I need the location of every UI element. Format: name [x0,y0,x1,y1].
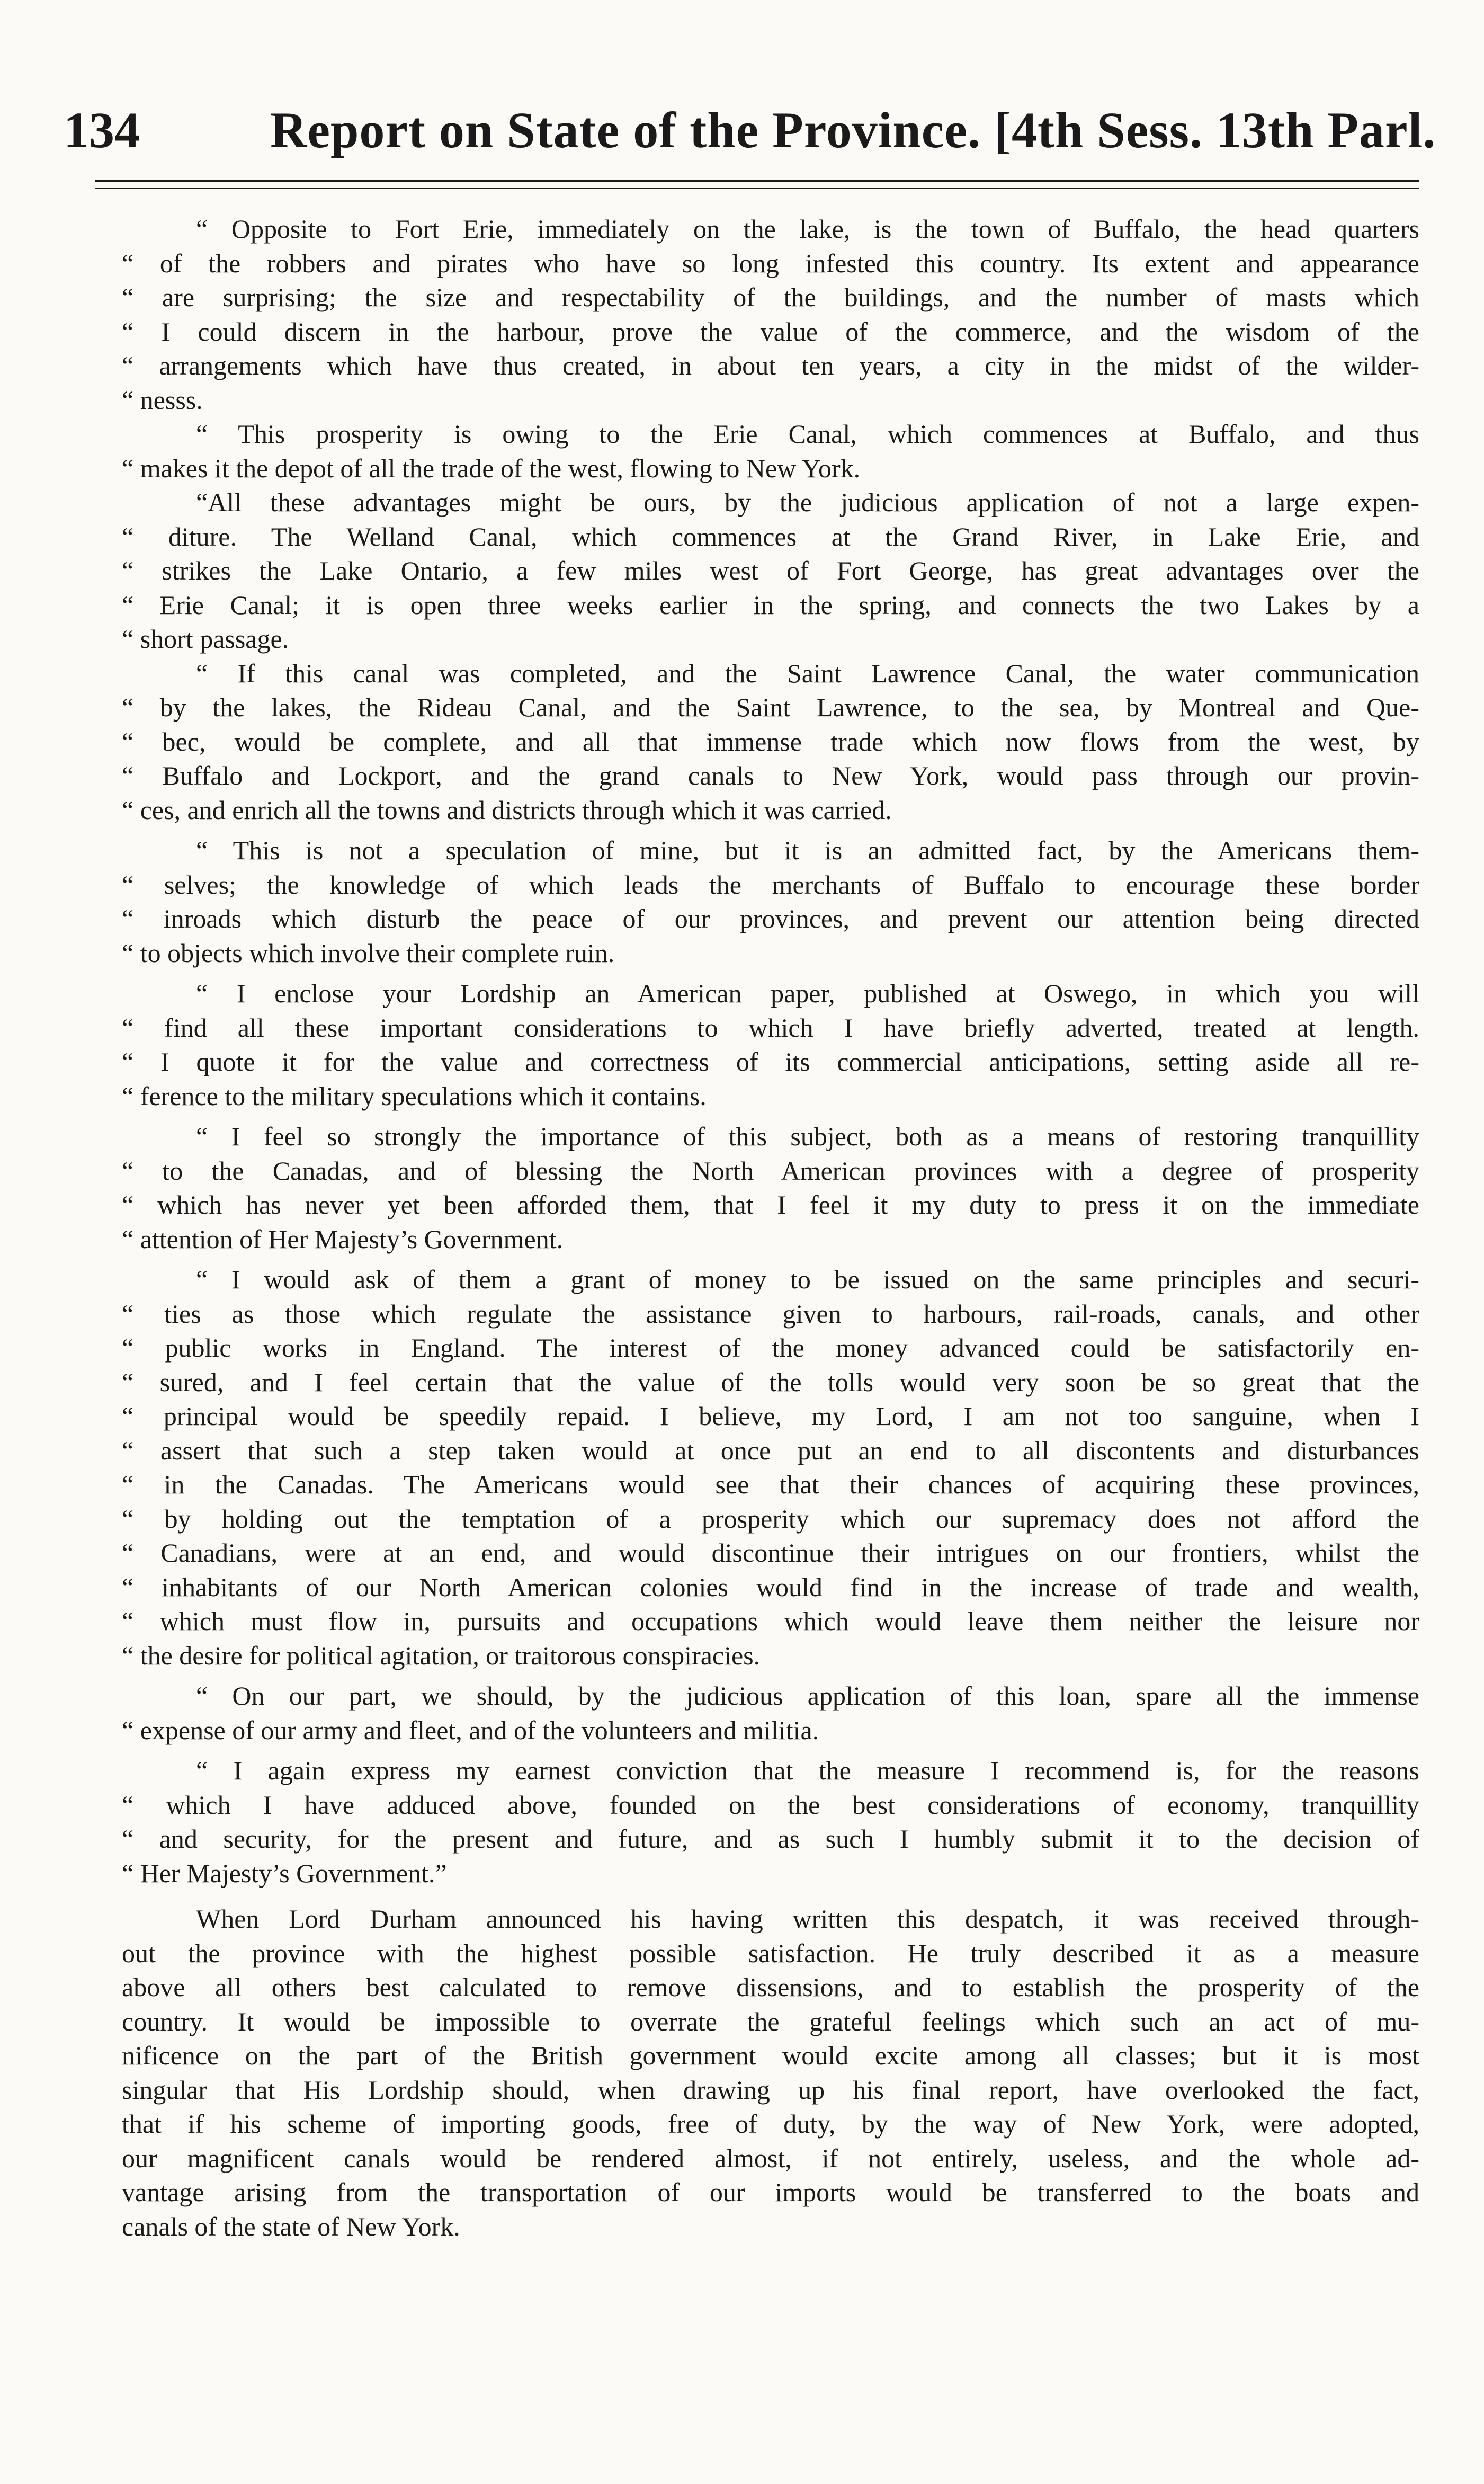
text-line: “ are surprising; the size and respectability of the buildings, and the number of masts which [122,282,1419,312]
text-line: “ diture. The Welland Canal, which commences at the Grand River, in Lake Erie, and [122,521,1419,551]
text-line: “ I would ask of them a grant of money to be issued on the same principles and securi- [196,1265,1419,1294]
header-rule-thin [95,188,1419,189]
text-line: “ Erie Canal; it is open three weeks earlier in the spring, and connects the two Lakes by a [122,590,1419,620]
text-line: When Lord Durham announced his having written this despatch, it was received through- [196,1904,1419,1934]
text-line: “ to objects which involve their complete ruin. [122,938,615,968]
text-line: “ Buffalo and Lockport, and the grand canals to New York, would pass through our provin- [122,761,1419,790]
paragraph [122,212,1419,417]
text-line: “ which has never yet been afforded them, that I feel it my duty to press it on the immediate [122,1190,1419,1219]
text-line: “All these advantages might be ours, by the judicious application of not a large expen- [196,487,1419,517]
text-line: “ inhabitants of our North American colonies would find in the increase of trade and wealth, [122,1572,1419,1602]
text-line: “ the desire for political agitation, or traitorous conspiracies. [122,1640,761,1670]
text-line: “ bec, would be complete, and all that immense trade which now flows from the west, by [122,726,1419,756]
text-line: “ by the lakes, the Rideau Canal, and the Saint Lawrence, to the sea, by Montreal and Que- [122,692,1419,722]
text-line: “ public works in England. The interest of the money advanced could be satisfactorily en- [122,1333,1419,1363]
paragraph [122,656,1419,827]
paragraph [122,1902,1419,2243]
text-line: “ On our part, we should, by the judicious application of this loan, spare all the immense [196,1681,1419,1711]
text-line: “ by holding out the temptation of a prosperity which our supremacy does not afford the [122,1503,1419,1534]
text-line: canals of the state of New York. [122,2211,460,2241]
text-line: “ principal would be speedily repaid. I believe, my Lord, I am not too sanguine, when I [122,1401,1419,1431]
text-line: “ selves; the knowledge of which leads the merchants of Buffalo to encourage these border [122,869,1419,900]
text-line: “ short passage. [122,624,289,654]
text-line: nificence on the part of the British government would excite among all classes; but it is most [122,2041,1419,2070]
text-line: “ ference to the military speculations which it contains. [122,1081,707,1111]
text-line: “ which must flow in, pursuits and occupations which would leave them neither the leisure nor [122,1606,1419,1636]
page-header [42,79,1436,159]
paragraph [122,485,1419,656]
text-line: “ makes it the depot of all the trade of the west, flowing to New York. [122,453,861,483]
text-line: “ strikes the Lake Ontario, a few miles west of Fort George, has great advantages over the [122,556,1419,585]
paragraph [122,1679,1419,1747]
paragraph [122,1262,1419,1672]
text-line: “ Opposite to Fort Erie, immediately on the lake, is the town of Buffalo, the head quarters [196,214,1419,244]
text-line: “ Her Majesty’s Government.” [122,1858,447,1888]
text-line: “ assert that such a step taken would at once put an end to all discontents and disturbances [122,1435,1419,1465]
running-title: Report on State of the Province. [4th Sess. 13th Parl. [270,102,1436,158]
text-line: “ nesss. [122,385,203,415]
text-line: “ I feel so strongly the importance of this subject, both as a means of restoring tranquillity [196,1121,1419,1151]
page-number: 134 [64,102,140,158]
paragraph [122,1753,1419,1890]
text-line: above all others best calculated to remove dissensions, and to establish the prosperity of the [122,1972,1419,2002]
text-line: singular that His Lordship should, when drawing up his final report, have overlooked the fact, [122,2075,1419,2105]
text-line: “ to the Canadas, and of blessing the North American provinces with a degree of prosperity [122,1155,1419,1186]
paragraph [122,833,1419,970]
text-line: our magnificent canals would be rendered almost, if not entirely, useless, and the whole ad- [122,2143,1419,2173]
text-line: “ ties as those which regulate the assistance given to harbours, rail-roads, canals, and other [122,1298,1419,1329]
text-line: “ and security, for the present and future, and as such I humbly submit it to the decision of [122,1824,1419,1854]
text-line: vantage arising from the transportation of our imports would be transferred to the boats and [122,2177,1419,2207]
text-line: “ inroads which disturb the peace of our provinces, and prevent our attention being directed [122,904,1419,933]
paragraph [122,1119,1419,1256]
text-line: “ If this canal was completed, and the Saint Lawrence Canal, the water communication [196,658,1419,688]
body-text [122,212,1419,2243]
text-line: “ This is not a speculation of mine, but it is an admitted fact, by the Americans them- [196,835,1419,865]
paragraph [122,976,1419,1113]
text-line: “ attention of Her Majesty’s Government. [122,1224,564,1254]
text-line: “ Canadians, were at an end, and would discontinue their intrigues on our frontiers, whilst the [122,1538,1419,1568]
text-line: “ I again express my earnest conviction that the measure I recommend is, for the reasons [196,1756,1419,1785]
text-line: “ I enclose your Lordship an American paper, published at Oswego, in which you will [196,978,1419,1008]
text-line: “ sured, and I feel certain that the value of the tolls would very soon be so great that the [122,1367,1419,1397]
text-line: “ I could discern in the harbour, prove the value of the commerce, and the wisdom of the [122,316,1419,346]
text-line: “ of the robbers and pirates who have so long infested this country. Its extent and appearance [122,248,1419,278]
text-line: country. It would be impossible to overrate the grateful feelings which such an act of mu- [122,2006,1419,2036]
text-line: “ ces, and enrich all the towns and districts through which it was carried. [122,795,892,825]
text-line: that if his scheme of importing goods, free of duty, by the way of New York, were adopted, [122,2109,1419,2139]
text-line: “ which I have adduced above, founded on the best considerations of economy, tranquillity [122,1789,1419,1820]
header-rule-thick [95,180,1419,182]
paragraph [122,417,1419,485]
text-line: “ find all these important considerations to which I have briefly adverted, treated at length. [122,1012,1419,1043]
text-line: “ arrangements which have thus created, in about ten years, a city in the midst of the wilder- [122,351,1419,380]
text-line: “ in the Canadas. The Americans would see that their chances of acquiring these provinces, [122,1470,1419,1499]
text-line: “ expense of our army and fleet, and of the volunteers and militia. [122,1715,819,1745]
text-line: “ This prosperity is owing to the Erie Canal, which commences at Buffalo, and thus [196,419,1419,449]
text-line: “ I quote it for the value and correctness of its commercial anticipations, setting aside all re- [122,1047,1419,1076]
text-line: out the province with the highest possible satisfaction. He truly described it as a measure [122,1938,1419,1968]
